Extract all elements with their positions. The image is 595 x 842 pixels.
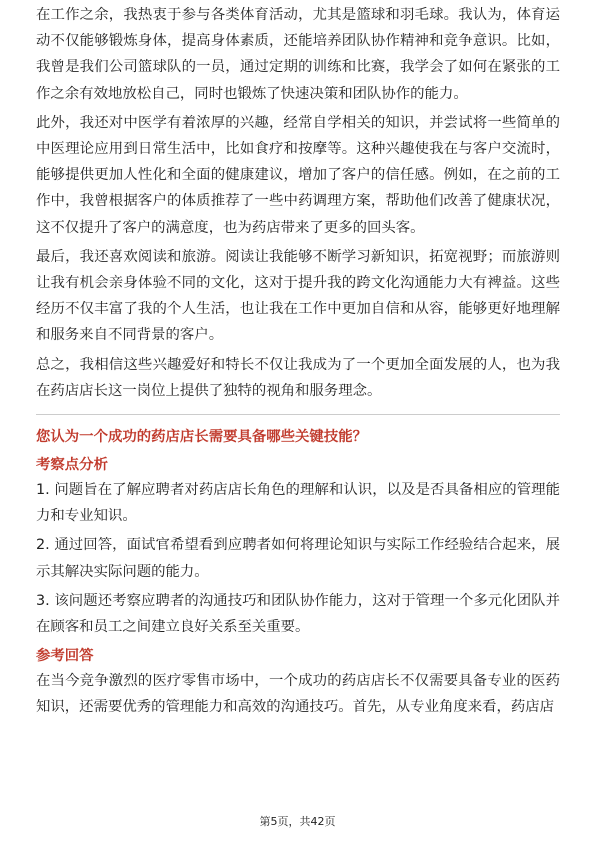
analysis-heading: 考察点分析 [36, 457, 108, 474]
analysis-item: 3. 该问题还考察应聘者的沟通技巧和团队协作能力，这对于管理一个多元化团队并在顾客和员工之间建立良好关系至关重要。 [36, 592, 560, 636]
intro-paragraph: 最后，我还喜欢阅读和旅游。阅读让我能够不断学习新知识，拓宽视野；而旅游则让我有机会亲身体验不同的文化，这对于提升我的跨文化沟通能力大有裨益。这些经历不仅丰富了我的个人生活，也让我在工作中更加自信和从容，能够更好地理解和服务来自不同背景的客户。 [36, 248, 560, 344]
reference-answer: 在当今竞争激烈的医疗零售市场中，一个成功的药店店长不仅需要具备专业的医药知识，还需要优秀的管理能力和高效的沟通技巧。首先，从专业角度来看，药店店 [36, 673, 560, 716]
page-content [36, 2, 560, 724]
question-title: 您认为一个成功的药店店长需要具备哪些关键技能？ [36, 429, 367, 446]
intro-paragraph: 在工作之余，我热衷于参与各类体育活动，尤其是篮球和羽毛球。我认为，体育运动不仅能够锻炼身体，提高身体素质，还能培养团队协作精神和竞争意识。比如，我曾是我们公司篮球队的一员，通过定期的训练和比赛，我学会了如何在紧张的工作之余有效地放松自己，同时也锻炼了快速决策和团队协作的能力。 [36, 7, 560, 102]
intro-paragraph: 总之，我相信这些兴趣爱好和特长不仅让我成为了一个更加全面发展的人，也为我在药店店长这一岗位上提供了独特的视角和服务理念。 [36, 356, 560, 399]
analysis-item: 2. 通过回答，面试官希望看到应聘者如何将理论知识与实际工作经验结合起来，展示其解决实际问题的能力。 [36, 537, 560, 580]
intro-paragraph: 此外，我还对中医学有着浓厚的兴趣，经常自学相关的知识，并尝试将一些简单的中医理论应用到日常生活中，比如食疗和按摩等。这种兴趣使我在与客户交流时，能够提供更加人性化和全面的健康建议，增加了客户的信任感。例如，在之前的工作中，我曾根据客户的体质推荐了一些中药调理方案，帮助他们改善了健康状况，这不仅提升了客户的满意度，也为药店带来了更多的回头客。 [36, 114, 560, 236]
section-divider [36, 414, 560, 415]
reference-heading: 参考回答 [36, 648, 94, 665]
analysis-item: 1. 问题旨在了解应聘者对药店店长角色的理解和认识，以及是否具备相应的管理能力和专业知识。 [36, 482, 560, 525]
page-number: 第5页，共42页 [259, 815, 336, 828]
